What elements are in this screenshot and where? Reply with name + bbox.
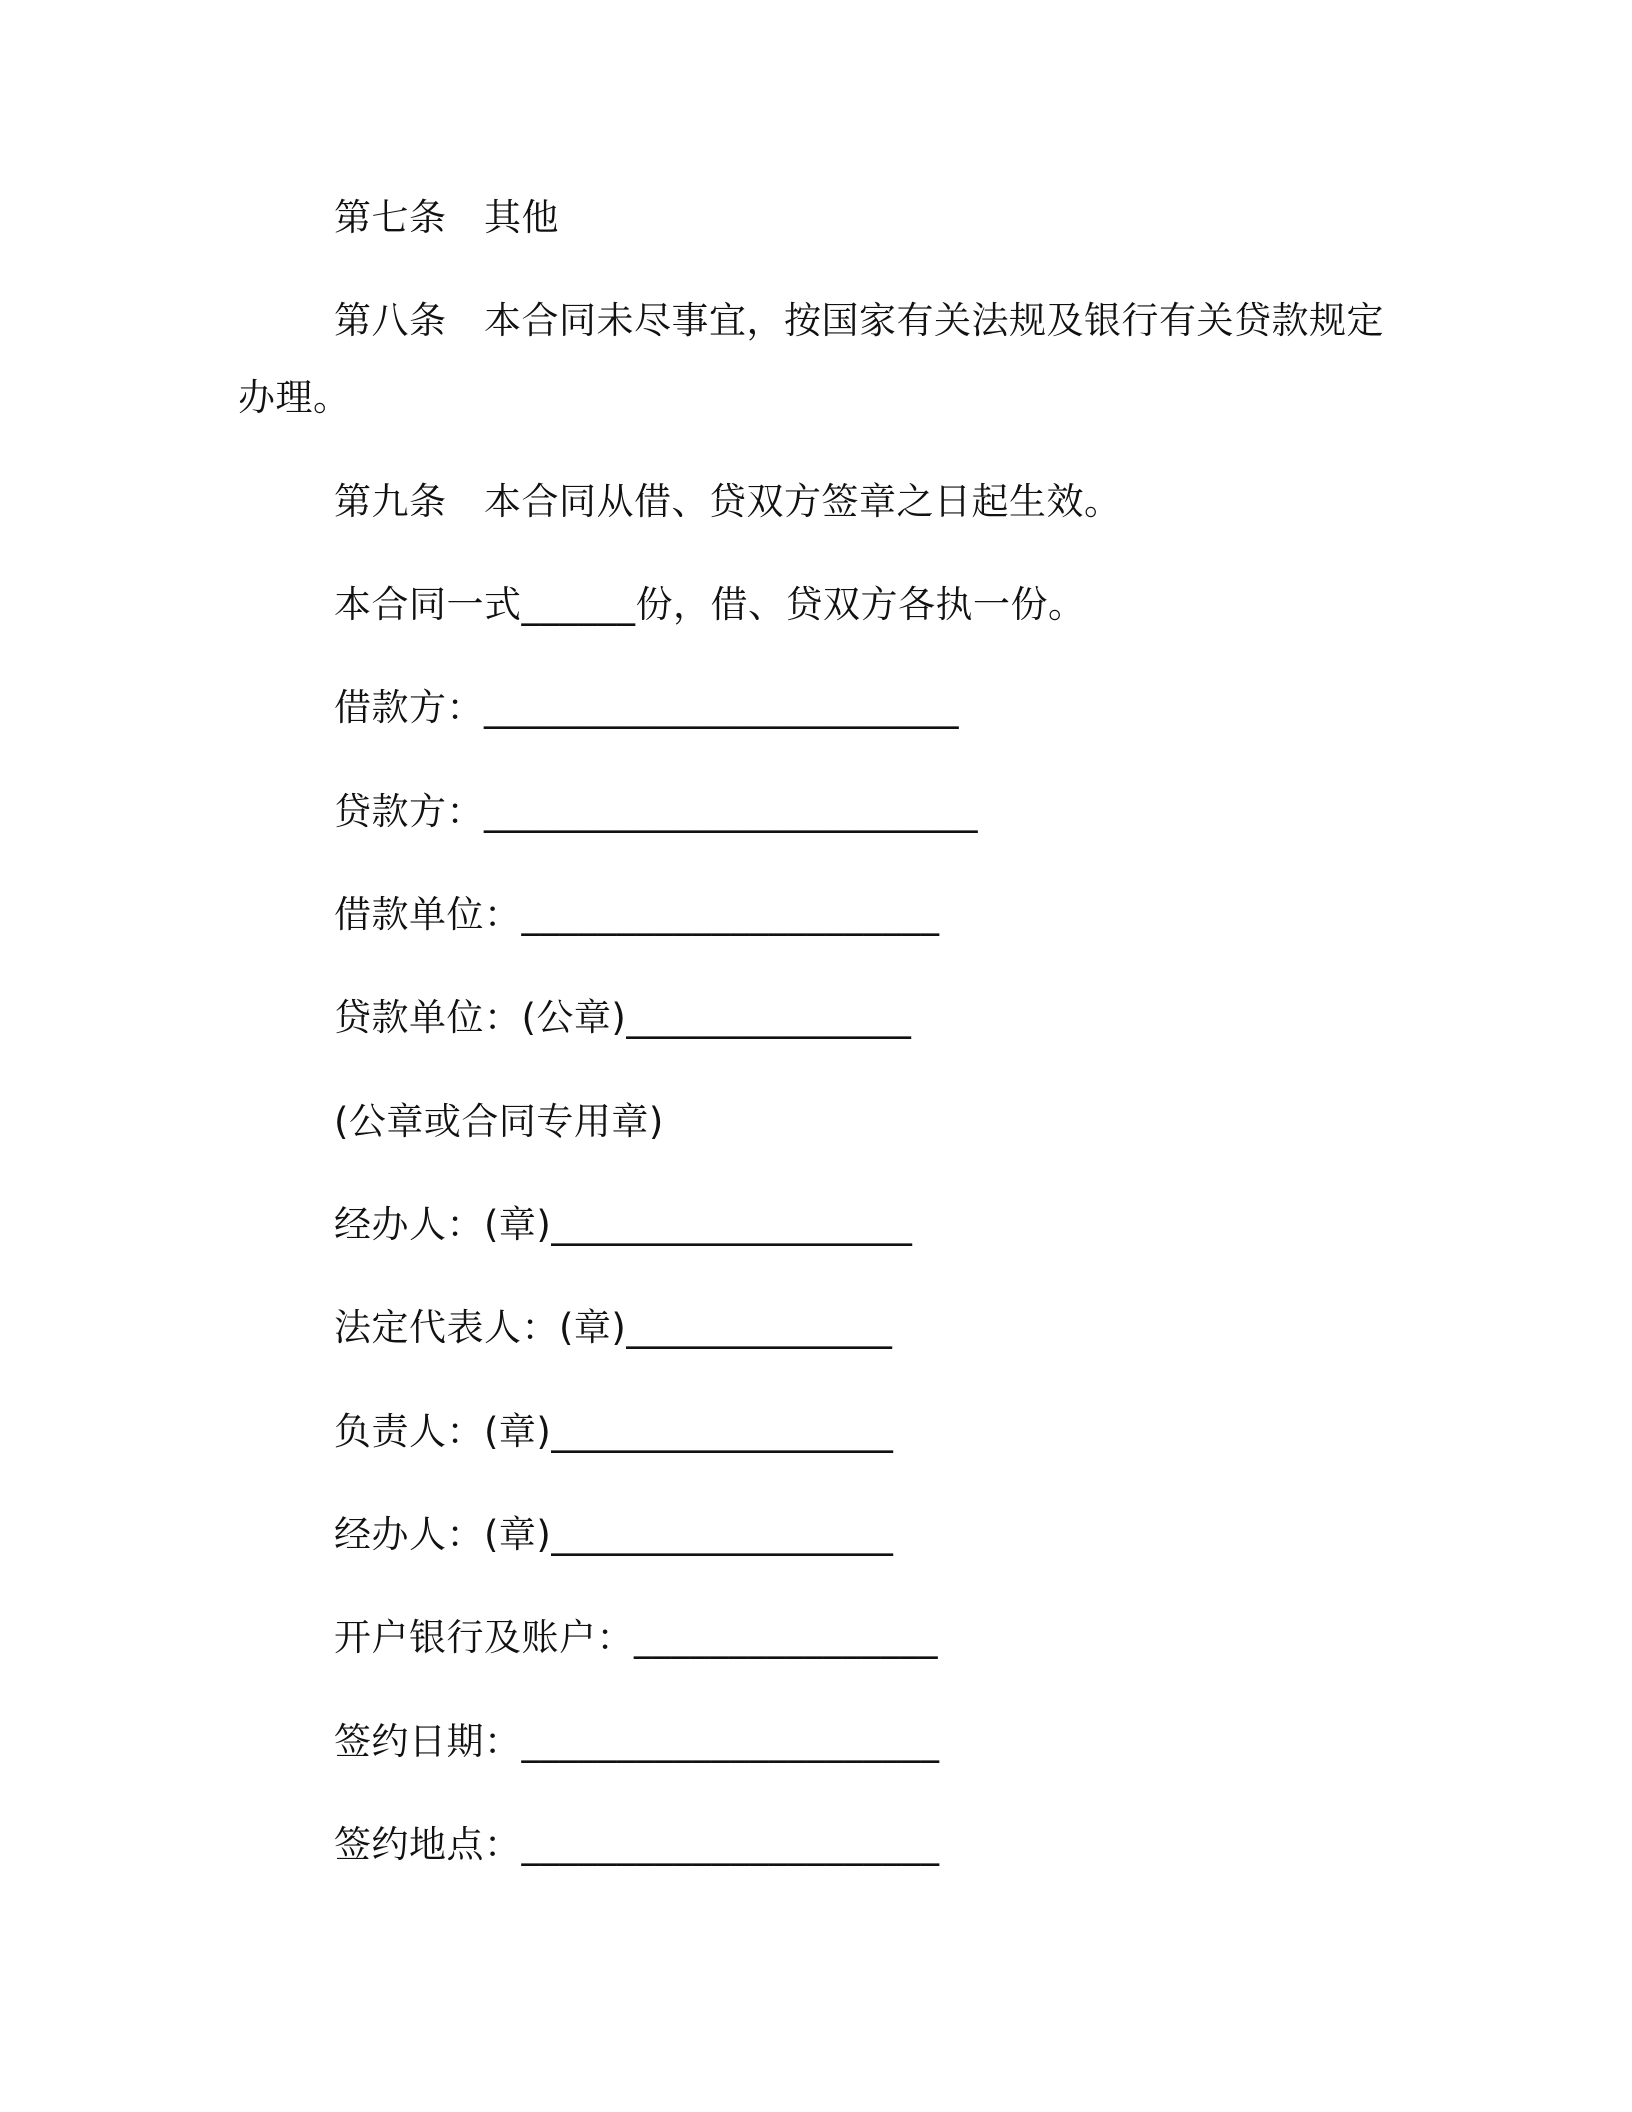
lender-field: 贷款方：__________________________	[334, 790, 978, 833]
lending-unit-field: 贷款单位：(公章)_______________	[334, 996, 912, 1039]
copies-clause: 本合同一式______份，借、贷双方各执一份。	[334, 583, 1086, 626]
article-8-text: 第八条 本合同未尽事宜，按国家有关法规及银行有关贷款规定	[334, 299, 1384, 342]
signing-place-field: 签约地点：______________________	[334, 1823, 940, 1866]
borrowing-unit-field: 借款单位：______________________	[334, 893, 940, 936]
article-8-text-continued: 办理。	[238, 376, 351, 419]
seal-note: (公章或合同专用章)	[334, 1100, 664, 1143]
person-in-charge-field: 负责人：(章)__________________	[334, 1410, 894, 1453]
article-9-text: 第九条 本合同从借、贷双方签章之日起生效。	[334, 480, 1122, 523]
borrower-field: 借款方：_________________________	[334, 686, 959, 729]
article-7-heading: 第七条 其他	[334, 196, 559, 239]
signing-date-field: 签约日期：______________________	[334, 1720, 940, 1763]
bank-account-field: 开户银行及账户：________________	[334, 1616, 938, 1659]
handler-field-2: 经办人：(章)__________________	[334, 1513, 894, 1556]
legal-representative-field: 法定代表人：(章)______________	[334, 1306, 893, 1349]
handler-field-1: 经办人：(章)___________________	[334, 1203, 913, 1246]
